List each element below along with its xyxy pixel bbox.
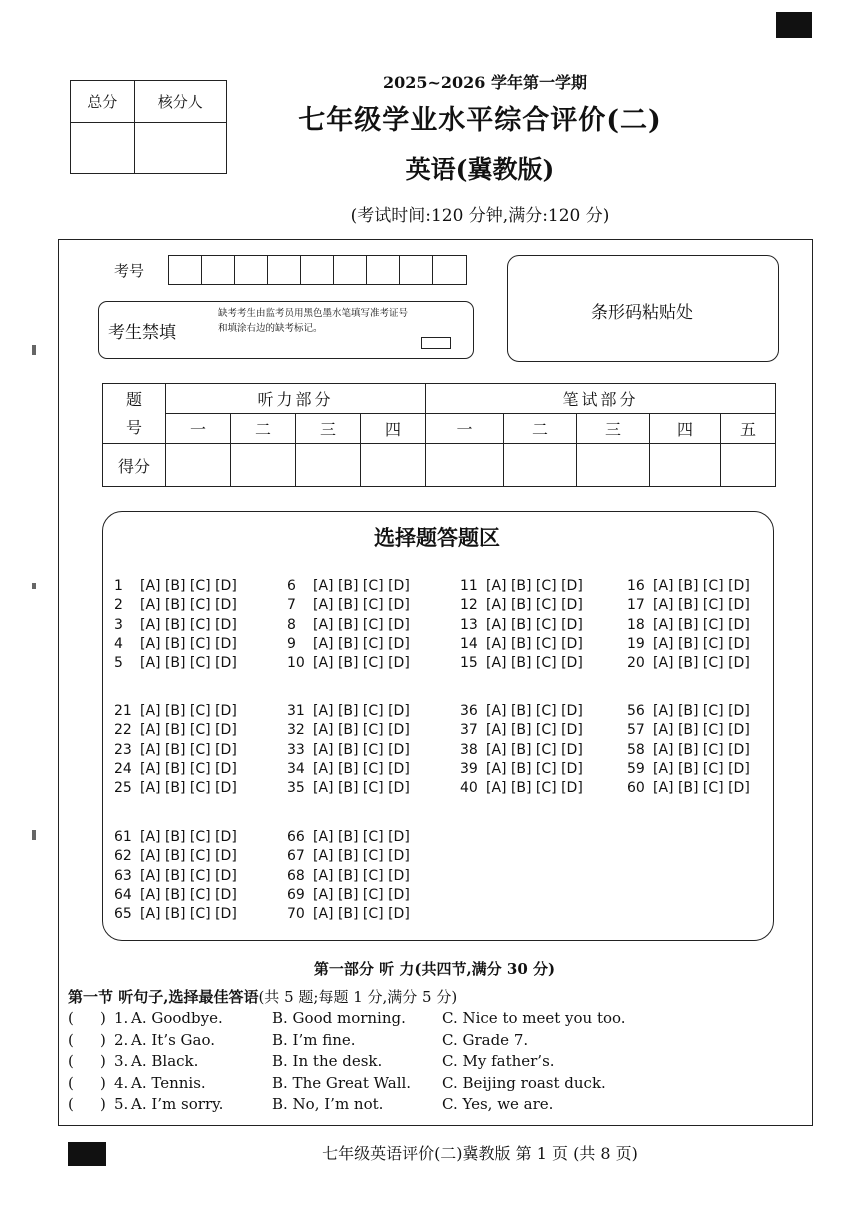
choice-row[interactable] [114,905,237,924]
total-score-field[interactable] [71,123,135,174]
answer-options[interactable]: [A] [B] [C] [D] [313,867,410,884]
writing-part-2: 二 [504,414,577,444]
choice-row[interactable] [287,741,410,760]
writing-part-5: 五 [721,414,776,444]
answer-bracket-close: ) [100,1052,106,1071]
score-checker-label: 核分人 [134,81,226,123]
question-number-char-2: 号 [125,417,142,437]
choice-row[interactable] [287,847,410,866]
listening-part-4: 四 [361,414,426,444]
choice-row[interactable] [627,779,750,798]
question-number: 16 [627,578,645,594]
answer-options[interactable]: [A] [B] [C] [D] [486,780,583,797]
answer-options[interactable]: [A] [B] [C] [D] [140,616,237,633]
score-cell[interactable] [231,444,296,487]
term-label: 2025~2026 学年第一学期 [382,73,588,92]
answer-options[interactable]: [A] [B] [C] [D] [140,597,237,614]
question-number: 11 [460,578,478,594]
choice-row[interactable] [460,721,583,740]
choice-column [627,702,750,798]
question-number: 21 [114,703,132,719]
writing-part-4: 四 [650,414,721,444]
margin-mark [32,830,36,840]
exam-title: 七年级学业水平综合评价(二) [298,105,662,136]
question-number: 6 [287,578,296,594]
question-number: 57 [627,722,645,739]
question-number: 61 [114,829,132,845]
score-cell[interactable] [296,444,361,487]
answer-options[interactable]: [A] [B] [C] [D] [653,578,750,594]
score-checker-field[interactable] [134,123,226,174]
choice-row[interactable] [114,721,237,740]
forbidden-label: 考生禁填 [108,323,176,343]
answer-options[interactable]: [A] [B] [C] [D] [486,616,583,633]
choice-row[interactable] [114,867,237,886]
choice-row[interactable] [627,721,750,740]
subject-title: 英语(冀教版) [405,155,555,184]
question-number: 7 [287,597,296,614]
answer-bracket-close: ) [100,1030,106,1049]
question-number: 31 [287,703,305,719]
question-number: 35 [287,780,305,797]
option-b: B. The Great Wall. [272,1073,412,1092]
answer-bracket-open: ( [68,1009,74,1027]
question-number: 56 [627,703,645,719]
answer-options[interactable]: [A] [B] [C] [D] [140,886,237,903]
answer-options[interactable]: [A] [B] [C] [D] [486,760,583,777]
question-number: 37 [460,722,478,739]
score-cell[interactable] [504,444,577,487]
choice-row[interactable] [627,577,750,596]
page-footer: 七年级英语评价(二)冀教版 第 1 页 (共 8 页) [322,1144,638,1163]
exam-number-digit-box[interactable] [268,256,301,284]
exam-number-digit-box[interactable] [433,256,466,284]
question-number: 68 [287,867,305,884]
choice-row[interactable] [627,596,750,615]
choice-row[interactable] [460,741,583,760]
answer-options[interactable]: [A] [B] [C] [D] [653,722,750,739]
exam-number-digit-box[interactable] [334,256,367,284]
answer-options[interactable]: [A] [B] [C] [D] [653,741,750,758]
choice-row[interactable] [627,616,750,635]
question-number: 63 [114,867,132,884]
answer-options[interactable]: [A] [B] [C] [D] [653,597,750,614]
choice-row[interactable] [114,760,237,779]
question-number: 60 [627,780,645,797]
question-number: 10 [287,655,305,672]
choice-column [627,577,750,673]
answer-bracket-close: ) [100,1073,106,1092]
exam-number-digit-box[interactable] [235,256,268,284]
alignment-mark-top-right [776,12,812,38]
choice-area-title: 选择题答题区 [374,525,500,550]
question-number: 4. [114,1073,129,1092]
choice-row[interactable] [287,577,410,596]
choice-row[interactable] [627,654,750,673]
answer-options[interactable]: [A] [B] [C] [D] [140,867,237,884]
answer-options[interactable]: [A] [B] [C] [D] [313,741,410,758]
answer-options[interactable]: [A] [B] [C] [D] [140,741,237,758]
answer-options[interactable]: [A] [B] [C] [D] [140,780,237,797]
listening-header: 听力部分 [166,384,426,414]
answer-options[interactable]: [A] [B] [C] [D] [313,886,410,903]
question-number: 22 [114,722,132,739]
choice-row[interactable] [114,577,237,596]
exam-number-label: 考号 [114,262,145,280]
writing-part-3: 三 [577,414,650,444]
question-number: 5. [114,1095,129,1114]
question-number: 8 [287,616,296,633]
section1-heading [68,986,457,1007]
listening-part-1: 一 [166,414,231,444]
score-cell[interactable] [166,444,231,487]
answer-options[interactable]: [A] [B] [C] [D] [313,616,410,633]
score-cell[interactable] [426,444,504,487]
answer-options[interactable]: [A] [B] [C] [D] [140,578,237,594]
question-number: 3 [114,616,123,633]
choice-row[interactable] [114,654,237,673]
question-number: 69 [287,886,305,903]
answer-options[interactable]: [A] [B] [C] [D] [313,906,410,923]
answer-options[interactable]: [A] [B] [C] [D] [653,760,750,777]
option-a: A. I’m sorry. [131,1095,224,1114]
option-b: B. Good morning. [272,1009,406,1027]
answer-bracket-open: ( [68,1052,74,1071]
exam-number-digit-box[interactable] [301,256,334,284]
answer-bracket-close: ) [100,1095,106,1114]
question-number: 1. [114,1009,129,1027]
question-number: 59 [627,760,645,777]
answer-bracket-open: ( [68,1073,74,1092]
question-number: 12 [460,597,478,614]
answer-options[interactable]: [A] [B] [C] [D] [313,635,410,652]
choice-row[interactable] [287,867,410,886]
question-number: 5 [114,655,123,672]
answer-options[interactable]: [A] [B] [C] [D] [653,655,750,672]
score-cell[interactable] [577,444,650,487]
choice-row[interactable] [114,828,237,847]
choice-row[interactable] [114,596,237,615]
question-number: 33 [287,741,305,758]
answer-options[interactable]: [A] [B] [C] [D] [140,760,237,777]
writing-header: 笔试部分 [426,384,776,414]
answer-options[interactable]: [A] [B] [C] [D] [313,703,410,719]
margin-mark [32,345,36,355]
option-b: B. No, I’m not. [272,1095,384,1114]
answer-options[interactable]: [A] [B] [C] [D] [486,655,583,672]
question-number: 70 [287,906,305,923]
answer-options[interactable]: [A] [B] [C] [D] [313,597,410,614]
answer-bracket-open: ( [68,1030,74,1049]
answer-options[interactable]: [A] [B] [C] [D] [653,703,750,719]
option-a: A. Black. [131,1052,199,1071]
choice-row[interactable] [287,721,410,740]
score-cell[interactable] [721,444,776,487]
answer-options[interactable]: [A] [B] [C] [D] [140,655,237,672]
question-number: 32 [287,722,305,739]
choice-column [114,702,237,798]
choice-row[interactable] [287,596,410,615]
alignment-mark-bottom-left [68,1142,106,1166]
question-number: 64 [114,886,132,903]
choice-row[interactable] [287,905,410,924]
question-number: 24 [114,760,132,777]
choice-row[interactable] [114,847,237,866]
question-number: 4 [114,635,123,652]
barcode-label: 条形码粘贴处 [591,303,693,323]
question-number: 14 [460,635,478,652]
question-number: 36 [460,703,478,719]
choice-row[interactable] [114,741,237,760]
answer-options[interactable]: [A] [B] [C] [D] [140,635,237,652]
question-number: 34 [287,760,305,777]
answer-options[interactable]: [A] [B] [C] [D] [653,780,750,797]
choice-row[interactable] [114,886,237,905]
answer-options[interactable]: [A] [B] [C] [D] [486,741,583,758]
answer-options[interactable]: [A] [B] [C] [D] [653,635,750,652]
question-number: 19 [627,635,645,652]
question-number: 25 [114,780,132,797]
choice-row[interactable] [287,616,410,635]
choice-row[interactable] [287,654,410,673]
answer-bracket-close: ) [100,1009,106,1027]
answer-options[interactable]: [A] [B] [C] [D] [313,780,410,797]
choice-column [287,828,410,924]
score-row-label: 得分 [103,444,166,487]
answer-options[interactable]: [A] [B] [C] [D] [313,578,410,594]
question-number: 1 [114,578,123,594]
listening-part-2: 二 [231,414,296,444]
answer-options[interactable]: [A] [B] [C] [D] [313,829,410,845]
answer-options[interactable]: [A] [B] [C] [D] [140,722,237,739]
question-number: 38 [460,741,478,758]
answer-options[interactable]: [A] [B] [C] [D] [486,703,583,719]
choice-row[interactable] [460,635,583,654]
choice-column [114,577,237,673]
choice-row[interactable] [627,702,750,721]
answer-options[interactable]: [A] [B] [C] [D] [313,722,410,739]
question-number: 40 [460,780,478,797]
question-number: 9 [287,635,296,652]
choice-row[interactable] [460,577,583,596]
choice-row[interactable] [627,741,750,760]
choice-row[interactable] [114,779,237,798]
answer-options[interactable]: [A] [B] [C] [D] [140,848,237,865]
choice-row[interactable] [287,886,410,905]
total-score-box [70,80,227,174]
section1-detail: (共 5 题;每题 1 分,满分 5 分) [258,988,458,1006]
exam-time-info: (考试时间:120 分钟,满分:120 分) [350,206,610,226]
exam-number-digit-box[interactable] [202,256,235,284]
question-number: 58 [627,741,645,758]
question-number: 18 [627,616,645,633]
question-number: 17 [627,597,645,614]
answer-options[interactable]: [A] [B] [C] [D] [140,703,237,719]
choice-column [460,702,583,798]
answer-options[interactable]: [A] [B] [C] [D] [486,722,583,739]
option-c: C. Beijing roast duck. [442,1073,606,1092]
choice-row[interactable] [460,760,583,779]
choice-row[interactable] [287,828,410,847]
question-number: 3. [114,1052,129,1071]
choice-row[interactable] [627,760,750,779]
question-number: 15 [460,655,478,672]
choice-row[interactable] [460,654,583,673]
question-number: 66 [287,829,305,845]
answer-options[interactable]: [A] [B] [C] [D] [140,906,237,923]
question-number-char-1: 题 [125,389,142,409]
answer-options[interactable]: [A] [B] [C] [D] [486,578,583,594]
question-number: 23 [114,741,132,758]
question-number: 2 [114,597,123,614]
option-a: A. Tennis. [131,1073,206,1092]
score-grid [102,383,776,487]
exam-number-digit-box[interactable] [169,256,202,284]
choice-row[interactable] [627,635,750,654]
answer-bracket-open: ( [68,1095,74,1114]
margin-mark [32,583,36,589]
answer-options[interactable]: [A] [B] [C] [D] [140,829,237,845]
answer-options[interactable]: [A] [B] [C] [D] [313,848,410,865]
option-b: B. In the desk. [272,1052,383,1071]
question-number: 2. [114,1030,129,1049]
exam-number-digit-box[interactable] [400,256,433,284]
option-a: A. Goodbye. [131,1009,223,1027]
part1-title: 第一部分 听 力(共四节,满分 30 分) [313,960,556,978]
option-c: C. Nice to meet you too. [442,1009,626,1027]
choice-row[interactable] [287,779,410,798]
choice-column [287,577,410,673]
question-number: 39 [460,760,478,777]
choice-row[interactable] [287,760,410,779]
answer-options[interactable]: [A] [B] [C] [D] [653,616,750,633]
total-score-label: 总分 [71,81,135,123]
answer-options[interactable]: [A] [B] [C] [D] [486,635,583,652]
choice-row[interactable] [114,616,237,635]
choice-column [460,577,583,673]
choice-row[interactable] [287,635,410,654]
question-number: 67 [287,848,305,865]
choice-row[interactable] [460,616,583,635]
listening-part-3: 三 [296,414,361,444]
question-number: 20 [627,655,645,672]
writing-part-1: 一 [426,414,504,444]
answer-options[interactable]: [A] [B] [C] [D] [313,655,410,672]
question-number-header [103,384,166,444]
section1-title: 第一节 听句子,选择最佳答语 [68,988,259,1006]
choice-row[interactable] [114,635,237,654]
question-number: 65 [114,906,132,923]
question-number: 62 [114,848,132,865]
answer-options[interactable]: [A] [B] [C] [D] [486,597,583,614]
absence-instruction: 缺考考生由监考员用黑色墨水笔填写准考证号和填涂右边的缺考标记。 [218,308,409,334]
option-a: A. It’s Gao. [131,1030,216,1049]
question-number: 13 [460,616,478,633]
choice-row[interactable] [460,596,583,615]
choice-row[interactable] [460,702,583,721]
choice-row[interactable] [114,702,237,721]
choice-column [114,828,237,924]
choice-row[interactable] [287,702,410,721]
option-c: C. My father’s. [442,1052,555,1071]
absence-mark-box[interactable] [421,337,451,349]
answer-options[interactable]: [A] [B] [C] [D] [313,760,410,777]
score-cell[interactable] [361,444,426,487]
exam-number-digit-box[interactable] [367,256,400,284]
score-cell[interactable] [650,444,721,487]
option-c: C. Yes, we are. [442,1095,554,1114]
choice-row[interactable] [460,779,583,798]
choice-column [287,702,410,798]
option-c: C. Grade 7. [442,1030,529,1049]
exam-number-boxes[interactable] [168,255,467,285]
option-b: B. I’m fine. [272,1030,356,1049]
